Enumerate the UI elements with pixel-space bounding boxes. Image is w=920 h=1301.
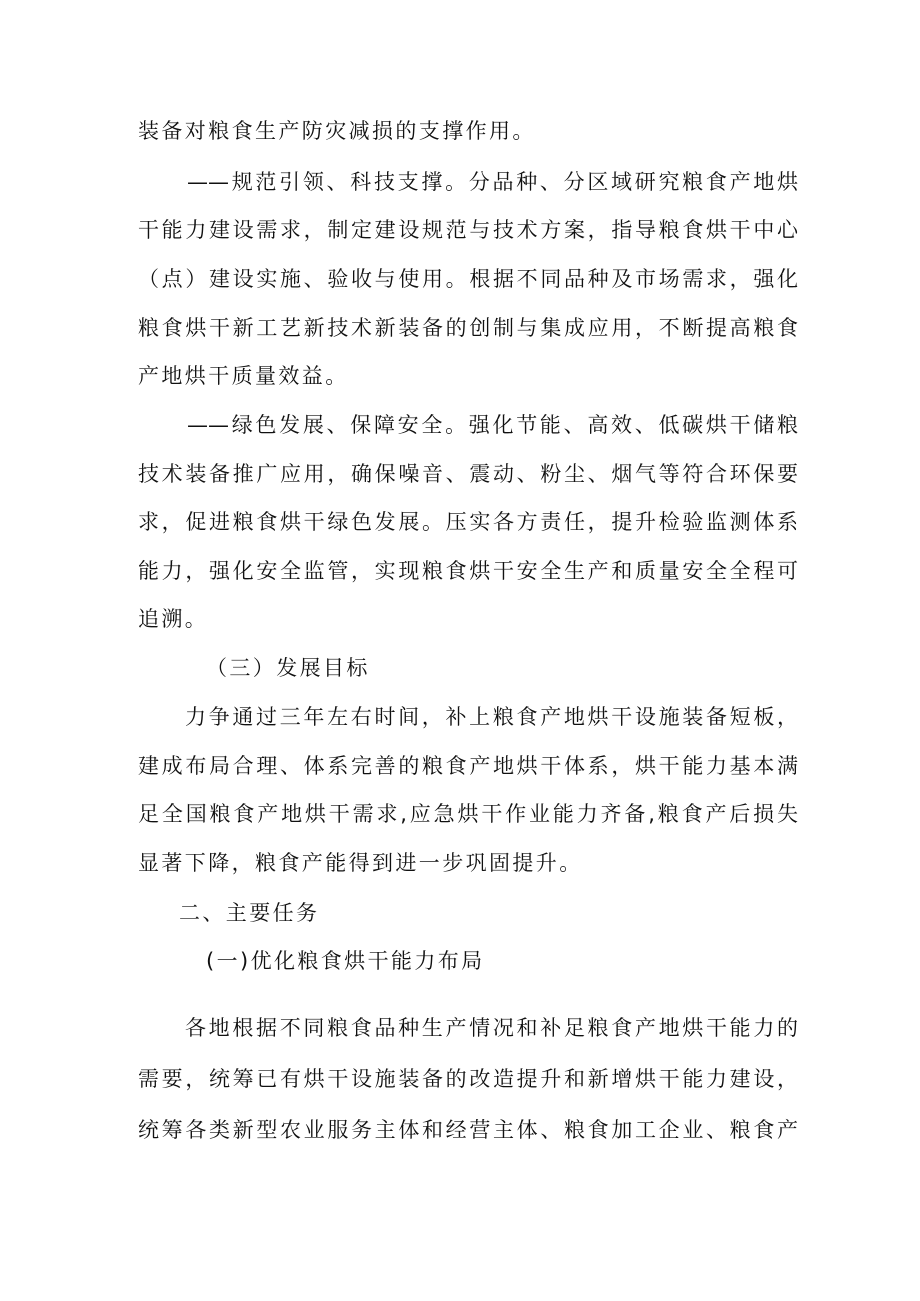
- text-line: 追溯。: [138, 607, 209, 631]
- text-line: 求，促进粮食烘干绿色发展。压实各方责任，提升检验监测体系: [138, 510, 798, 534]
- text-line: ——规范引领、科技支撑。分品种、分区域研究粮食产地烘: [187, 170, 798, 194]
- text-line: 干能力建设需求，制定建设规范与技术方案，指导粮食烘干中心: [138, 218, 798, 242]
- text-line: 各地根据不同粮食品种生产情况和补足粮食产地烘干能力的: [185, 1016, 798, 1040]
- text-line: ——绿色发展、保障安全。强化节能、高效、低碳烘干储粮: [187, 413, 798, 437]
- text-line: 显著下降，粮食产能得到进一步巩固提升。: [138, 851, 583, 875]
- text-line: （点）建设实施、验收与使用。根据不同品种及市场需求，强化: [138, 267, 798, 291]
- text-line: 粮食烘干新工艺新技术新装备的创制与集成应用，不断提高粮食: [138, 316, 798, 340]
- text-line: 产地烘干质量效益。: [138, 364, 349, 388]
- text-line: 能力，强化安全监管，实现粮食烘干安全生产和质量安全全程可: [138, 559, 798, 583]
- text-line: 统筹各类新型农业服务主体和经营主体、粮食加工企业、粮食产: [138, 1118, 798, 1142]
- section-heading: (一)优化粮食烘干能力布局: [206, 949, 485, 973]
- text-line: 技术装备推广应用，确保噪音、震动、粉尘、烟气等符合环保要: [138, 462, 798, 486]
- section-heading: （三）发展目标: [206, 656, 370, 680]
- text-line: 建成布局合理、体系完善的粮食产地烘干体系，烘干能力基本满: [138, 754, 798, 778]
- text-line: 力争通过三年左右时间，补上粮食产地烘干设施装备短板，: [185, 705, 798, 729]
- text-line: 足全国粮食产地烘干需求,应急烘干作业能力齐备,粮食产后损失: [138, 802, 798, 826]
- text-line: 需要，统筹已有烘干设施装备的改造提升和新增烘干能力建设，: [138, 1067, 798, 1091]
- chapter-heading: 二、主要任务: [179, 901, 320, 925]
- text-line: 装备对粮食生产防灾减损的支撑作用。: [138, 119, 536, 143]
